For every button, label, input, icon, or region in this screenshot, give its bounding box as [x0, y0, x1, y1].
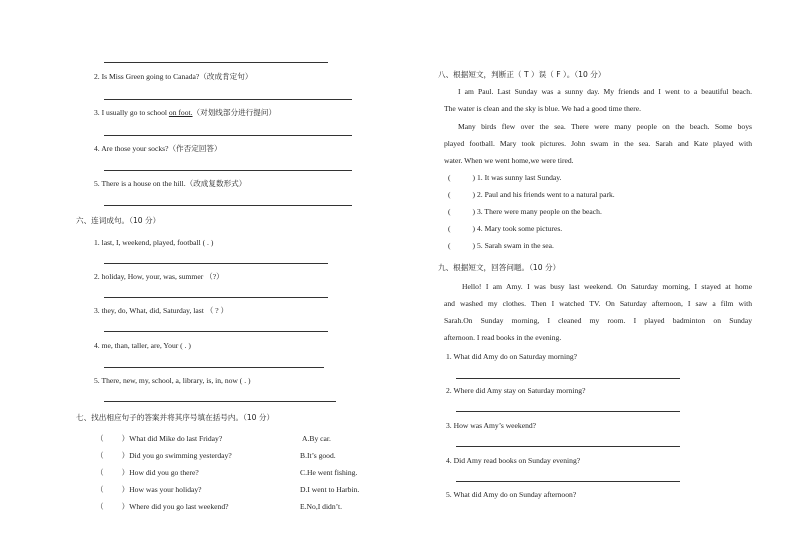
- answer-line: [104, 99, 352, 100]
- answer-line: [456, 481, 680, 482]
- answer-question-3: 3. How was Amy’s weekend?: [446, 421, 537, 430]
- section-6-title: 六、连词成句。（10 分）: [76, 216, 161, 225]
- underlined-phrase: on foot.: [168, 108, 193, 117]
- tf-item-2: ( ) 2. Paul and his friends went to a natural park.: [448, 190, 615, 199]
- tf-item-5: ( ) 5. Sarah swam in the sea.: [448, 241, 554, 250]
- passage-8-line-4: played football. Mary took pictures. John swam in the sea. Sarah and Kate played with: [444, 139, 752, 148]
- answer-line: [456, 378, 680, 379]
- match-question-1: （ ）What did Mike do last Friday?: [96, 434, 223, 443]
- item-text: There is a house on the hill.: [101, 179, 186, 188]
- section-7-title: 七、找出相应句子的答案并将其序号填在括号内。（10 分）: [76, 413, 275, 422]
- answer-question-5: 5. What did Amy do on Sunday afternoon?: [446, 490, 577, 499]
- match-answer-d: D.I went to Harbin.: [300, 485, 360, 494]
- answer-line: [104, 62, 328, 63]
- section-9-title: 九、根据短文，回答问题。（10 分）: [438, 263, 561, 272]
- rewrite-item-5: [94, 179, 246, 188]
- passage-9-line-2: and washed my clothes. Then I watched TV. On Saturday afternoon, I saw a film with: [444, 299, 752, 308]
- item-instruction: （改成复数形式）: [185, 179, 247, 188]
- passage-8-line-3: Many birds flew over the sea. There were many people on the beach. Some boys: [458, 122, 752, 131]
- answer-line: [104, 367, 324, 368]
- rewrite-item-4: [94, 144, 222, 153]
- passage-8-line-5: water. When we went home,we were tired.: [444, 156, 574, 165]
- passage-8-line-2: The water is clean and the sky is blue. We had a good time there.: [444, 104, 642, 113]
- match-answer-b: B.It’s good.: [300, 451, 336, 460]
- rewrite-item-2: [94, 72, 252, 81]
- item-text: Is Miss Green going to Canada?: [101, 72, 200, 81]
- answer-question-1: 1. What did Amy do on Saturday morning?: [446, 352, 578, 361]
- sentence-item-1: 1. last, I, weekend, played, football ( . ): [94, 238, 214, 247]
- answer-line: [104, 205, 352, 206]
- match-question-3: （ ）How did you go there?: [96, 468, 199, 477]
- item-number: 4.: [94, 144, 100, 153]
- item-number: 2.: [94, 72, 100, 81]
- sentence-item-2: 2. holiday, How, your, was, summer （?）: [94, 272, 224, 281]
- tf-item-1: ( ) 1. It was sunny last Sunday.: [448, 173, 562, 182]
- item-instruction: （改成肯定句）: [199, 72, 253, 81]
- tf-item-4: ( ) 4. Mary took some pictures.: [448, 224, 563, 233]
- item-number: 5.: [94, 179, 100, 188]
- section-8-title: 八、根据短文，判断正（ T ）误（ F ）。（10 分）: [438, 70, 606, 79]
- answer-line: [104, 297, 328, 298]
- sentence-item-4: 4. me, than, taller, are, Your ( . ): [94, 341, 191, 350]
- match-answer-c: C.He went fishing.: [300, 468, 358, 477]
- match-answer-e: E.No,I didn’t.: [300, 502, 343, 511]
- passage-9-line-1: Hello! I am Amy. I was busy last weekend. On Saturday morning, I stayed at home: [462, 282, 752, 291]
- item-instruction: （对划线部分进行提问）: [192, 108, 277, 117]
- answer-line: [456, 446, 680, 447]
- sentence-item-3: 3. they, do, What, did, Saturday, last （ ? ）: [94, 306, 229, 315]
- rewrite-item-3: [94, 108, 276, 117]
- answer-line: [104, 170, 352, 171]
- answer-line: [104, 331, 328, 332]
- item-number: 3.: [94, 108, 100, 117]
- item-text: Are those your socks?: [101, 144, 169, 153]
- answer-question-4: 4. Did Amy read books on Sunday evening?: [446, 456, 581, 465]
- item-text: I usually go to school: [101, 108, 169, 117]
- item-instruction: （作否定回答）: [168, 144, 222, 153]
- answer-question-2: 2. Where did Amy stay on Saturday morning?: [446, 386, 586, 395]
- match-answer-a: A.By car.: [302, 434, 331, 443]
- tf-item-3: ( ) 3. There were many people on the beach.: [448, 207, 602, 216]
- passage-9-line-3: Sarah.On Sunday morning, I cleaned my room. I played badminton on Sunday: [444, 316, 752, 325]
- passage-8-line-1: I am Paul. Last Sunday was a sunny day. My friends and I went to a beautiful beach.: [458, 87, 752, 96]
- answer-line: [104, 135, 352, 136]
- answer-line: [456, 411, 680, 412]
- passage-9-line-4: afternoon. I read books in the evening.: [444, 333, 562, 342]
- match-question-4: （ ）How was your holiday?: [96, 485, 202, 494]
- match-question-2: （ ）Did you go swimming yesterday?: [96, 451, 232, 460]
- match-question-5: （ ）Where did you go last weekend?: [96, 502, 229, 511]
- sentence-item-5: 5. There, new, my, school, a, library, is, in, now ( . ): [94, 376, 251, 385]
- answer-line: [104, 401, 336, 402]
- answer-line: [104, 263, 328, 264]
